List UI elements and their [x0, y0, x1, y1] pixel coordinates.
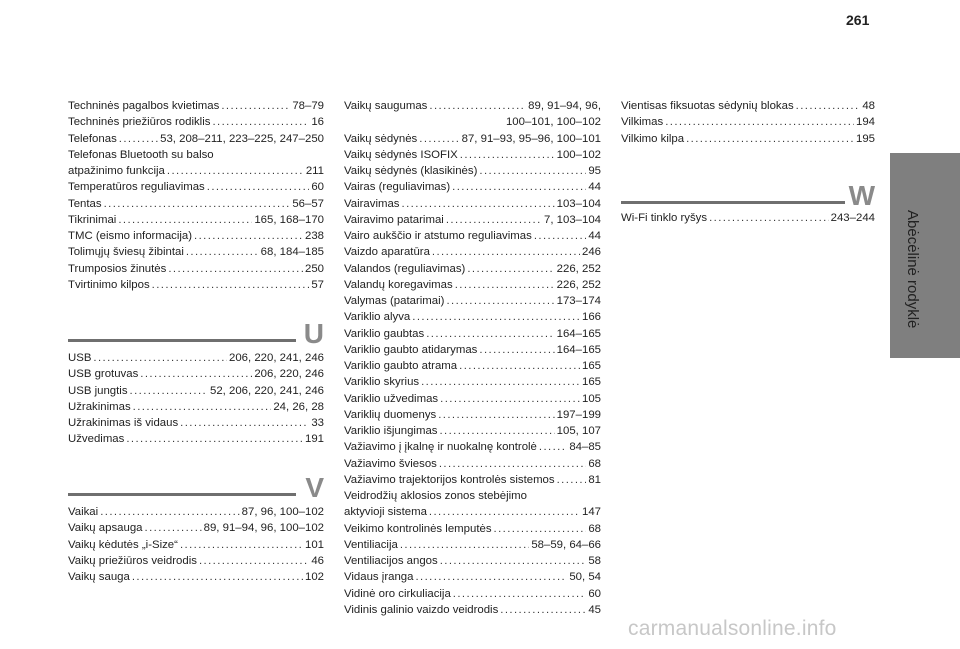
index-entry: [68, 277, 324, 293]
page-number: 261: [846, 12, 870, 28]
index-entry: [344, 439, 601, 455]
dot-leader: [421, 374, 580, 390]
index-entry: [344, 586, 601, 602]
letter-u: U: [303, 318, 324, 349]
dot-leader: [132, 569, 303, 585]
index-entry-pages: 84–85: [569, 441, 601, 454]
index-entry-pages: 78–79: [292, 100, 324, 112]
index-entry-term: Variklio gaubto atidarymas: [344, 343, 478, 356]
index-entry: [68, 383, 324, 399]
index-entry-term: Valymas (patarimai): [344, 295, 445, 307]
index-entry-pages: 226, 252: [556, 278, 601, 291]
index-entry: [68, 366, 324, 382]
dot-leader: [440, 391, 580, 407]
index-entry-term: Ventiliacija: [344, 538, 398, 551]
index-entry-term: Variklių duomenys: [344, 408, 437, 421]
index-entry-pages: 68, 184–185: [260, 246, 324, 259]
index-entry-term: Vaizdo aparatūra: [344, 246, 430, 259]
index-entry-pages: 95: [588, 165, 601, 177]
index-entry-pages: 100–102: [556, 148, 601, 161]
dot-leader: [479, 342, 554, 358]
dot-leader: [439, 423, 554, 439]
side-tab-title: Abėcėlinė rodyklė: [904, 210, 921, 329]
dot-leader: [93, 350, 227, 366]
index-entry-term: Tvirtinimo kilpos: [68, 278, 150, 291]
dot-leader: [126, 431, 303, 447]
index-entry-term: Vaikų priežiūros veidrodis: [68, 554, 197, 567]
dot-leader: [440, 553, 587, 569]
index-entry-pages: 238: [304, 230, 324, 242]
index-entry: [344, 163, 601, 179]
index-entry-term: Techninės priežiūros rodiklis: [68, 116, 211, 129]
index-entry-term: Variklio alyva: [344, 311, 411, 324]
index-entry: [344, 179, 601, 195]
index-entry-term: Variklio skyrius: [344, 376, 420, 389]
index-entry: [68, 537, 324, 553]
index-entry-pages: 60: [311, 181, 324, 194]
index-entry: [344, 537, 601, 553]
index-entry-pages: 246: [581, 246, 601, 259]
index-entry: [344, 147, 601, 163]
dot-leader: [133, 399, 272, 415]
dot-leader: [453, 586, 587, 602]
index-entry-pages: 211: [305, 165, 324, 177]
dot-leader: [130, 383, 208, 399]
dot-leader: [709, 210, 829, 226]
index-entry: [68, 163, 324, 179]
index-column-1-u: [68, 350, 324, 448]
index-entry-pages: 52, 206, 220, 241, 246: [209, 384, 324, 397]
index-entry-term: Vaikų apsauga: [68, 522, 143, 535]
dot-leader: [145, 520, 202, 536]
index-entry: [344, 228, 601, 244]
index-entry-term: Tikrinimai: [68, 213, 117, 226]
index-entry-term: Tolimųjų šviesų žibintai: [68, 246, 184, 259]
letter-rule: [621, 201, 845, 204]
index-entry-term: Vaikų sėdynės ISOFIX: [344, 148, 458, 161]
index-entry: [68, 431, 324, 447]
index-entry-pages: 165: [581, 360, 601, 372]
dot-leader: [494, 521, 587, 537]
dot-leader: [152, 277, 310, 293]
index-column-1-top: [68, 98, 324, 293]
index-entry-term: USB: [68, 352, 92, 364]
index-entry: [621, 210, 875, 226]
index-entry-term: Vairavimo patarimai: [344, 213, 444, 226]
dot-leader: [118, 212, 252, 228]
index-entry-pages: 44: [588, 181, 601, 194]
dot-leader: [455, 277, 555, 293]
dot-leader: [415, 569, 567, 585]
index-entry-pages: 87, 96, 100–102: [241, 506, 324, 518]
index-entry-pages: 50, 54: [569, 571, 601, 584]
index-entry-term: Važiavimo šviesos: [344, 457, 437, 470]
dot-leader: [412, 309, 580, 325]
index-entry-term: Užvedimas: [68, 433, 125, 446]
index-entry-pages: 56–57: [292, 197, 324, 210]
index-entry-pages: 165, 168–170: [254, 213, 324, 226]
dot-leader: [438, 407, 554, 423]
index-entry-pages: 7, 103–104: [543, 213, 601, 226]
dot-leader: [400, 537, 529, 553]
index-entry-term: Užrakinimas iš vidaus: [68, 417, 179, 429]
index-entry-term: TMC (eismo informacija): [68, 230, 193, 242]
index-entry: [344, 293, 601, 309]
index-entry-term: Variklio gaubto atrama: [344, 360, 458, 372]
index-entry-pages: 16: [311, 116, 324, 129]
dot-leader: [167, 163, 304, 179]
index-entry-pages: 243–244: [830, 212, 875, 224]
dot-leader: [665, 114, 854, 130]
index-entry-pages: 68: [588, 457, 601, 470]
index-entry-pages: 105, 107: [556, 425, 601, 437]
index-entry-term: Variklio gaubtas: [344, 327, 425, 340]
dot-leader: [168, 261, 303, 277]
index-entry: [68, 179, 324, 195]
index-entry: [68, 350, 324, 366]
letter-rule: [68, 339, 296, 342]
index-entry-term: Telefonas: [68, 132, 117, 145]
index-entry-pages: 24, 26, 28: [273, 400, 324, 413]
index-entry-pages: 57: [311, 278, 324, 291]
index-entry: [68, 98, 324, 114]
index-entry: [68, 504, 324, 520]
index-entry: [344, 277, 601, 293]
index-entry-term: Vaikų sauga: [68, 571, 130, 583]
index-entry-pages: 147: [581, 506, 601, 519]
letter-heading-v: [68, 470, 324, 502]
dot-leader: [119, 131, 158, 147]
index-entry: [344, 423, 601, 439]
index-entry-term: Vaikų sėdynės: [344, 132, 418, 145]
dot-leader: [439, 456, 586, 472]
index-entry-pages: 58–59, 64–66: [531, 538, 601, 551]
dot-leader: [686, 131, 854, 147]
index-entry-pages: 58: [588, 555, 601, 567]
index-entry: [68, 131, 324, 147]
dot-leader: [534, 228, 587, 244]
index-entry-term: Trumposios žinutės: [68, 262, 167, 275]
index-entry: [344, 504, 601, 520]
index-entry-pages: 87, 91–93, 95–96, 100–101: [461, 132, 601, 145]
index-entry-term: Vidinė oro cirkuliacija: [344, 587, 451, 600]
index-entry-pages: 164–165: [556, 343, 601, 356]
index-entry-pages: 195: [855, 132, 875, 145]
index-entry-pages: 102: [304, 571, 324, 583]
index-entry-pages: 191: [304, 433, 324, 446]
dot-leader: [212, 114, 309, 130]
index-entry-term: Variklio užvedimas: [344, 392, 439, 405]
index-entry-term: aktyvioji sistema: [344, 506, 427, 519]
dot-leader: [429, 98, 526, 114]
index-entry-pages: 53, 208–211, 223–225, 247–250: [160, 132, 324, 145]
index-entry-term: Vaikai: [68, 506, 99, 518]
index-entry-pages: 105: [581, 392, 601, 405]
dot-leader: [479, 163, 586, 179]
index-entry: [344, 309, 601, 325]
index-entry: [344, 98, 601, 114]
index-entry: [621, 131, 875, 147]
index-entry-term: Tentas: [68, 197, 102, 210]
index-entry-term: Ventiliacijos angos: [344, 555, 438, 567]
index-entry-label: Telefonas Bluetooth su balso: [68, 148, 214, 161]
dot-leader: [100, 504, 239, 520]
index-entry-term: Temperatūros reguliavimas: [68, 181, 205, 194]
index-entry: [68, 520, 324, 536]
index-entry-pages: 250: [304, 262, 324, 275]
index-entry-pages: 68: [588, 522, 601, 535]
index-entry-term: Vilkimas: [621, 116, 664, 129]
dot-leader: [180, 415, 309, 431]
index-entry-term: Vairavimas: [344, 197, 400, 210]
dot-leader: [207, 179, 310, 195]
index-entry-term: Vidaus įranga: [344, 571, 414, 584]
dot-leader: [104, 196, 291, 212]
letter-w: W: [848, 180, 875, 211]
index-entry-term: Techninės pagalbos kvietimas: [68, 100, 220, 112]
index-entry: [68, 196, 324, 212]
index-entry-term: Veikimo kontrolinės lemputės: [344, 522, 492, 535]
index-column-3-w: [621, 210, 875, 226]
index-entry: [344, 407, 601, 423]
dot-leader: [446, 293, 554, 309]
dot-leader: [180, 537, 303, 553]
index-entry-term: Valandų koregavimas: [344, 278, 453, 291]
index-entry: [344, 391, 601, 407]
index-entry: [344, 602, 601, 618]
dot-leader: [446, 212, 542, 228]
index-entry: [344, 456, 601, 472]
index-entry: [68, 553, 324, 569]
index-entry-pages: 173–174: [556, 295, 601, 307]
index-entry-pages: 101: [304, 538, 324, 551]
index-column-3-top: [621, 98, 875, 147]
index-entry-pages: 206, 220, 246: [254, 368, 324, 381]
watermark: carmanualsonline.info: [628, 617, 837, 640]
index-entry: [68, 415, 324, 431]
index-entry-pages: 206, 220, 241, 246: [228, 352, 324, 364]
dot-leader: [459, 358, 580, 374]
index-entry-pages: 103–104: [556, 197, 601, 210]
index-entry-term: atpažinimo funkcija: [68, 165, 165, 177]
index-entry: [68, 114, 324, 130]
index-entry-pages: 60: [588, 587, 601, 600]
index-entry-pages: 165: [581, 376, 601, 389]
dot-leader: [140, 366, 252, 382]
index-entry-pages: 164–165: [556, 327, 601, 340]
index-entry-pages: 33: [311, 417, 324, 429]
index-entry-term: Vientisas fiksuotas sėdynių blokas: [621, 100, 794, 112]
index-entry-pages: 89, 91–94, 96,: [528, 100, 601, 112]
letter-rule: [68, 493, 296, 496]
index-entry-pages: 89, 91–94, 96, 100–102: [203, 522, 324, 535]
index-entry: [344, 553, 601, 569]
dot-leader: [452, 179, 586, 195]
dot-leader: [557, 472, 587, 488]
index-entry: [68, 244, 324, 260]
index-entry-pages: 81: [588, 473, 601, 486]
dot-leader: [199, 553, 309, 569]
index-entry: [344, 244, 601, 260]
dot-leader: [426, 326, 554, 342]
index-entry-pages: 46: [311, 554, 324, 567]
letter-heading-w: [621, 178, 875, 210]
index-entry-term: Vaikų kėdutės „i-Size“: [68, 538, 178, 551]
index-entry-label: Veidrodžių aklosios zonos stebėjimo: [344, 490, 527, 502]
index-entry: [344, 196, 601, 212]
index-entry-pages: 48: [862, 100, 875, 112]
index-entry-term: Wi-Fi tinklo ryšys: [621, 212, 708, 224]
dot-leader: [500, 602, 586, 618]
index-entry: [344, 131, 601, 147]
dot-leader: [402, 196, 555, 212]
index-entry-term: Važiavimo trajektorijos kontrolės sistemos: [344, 473, 555, 486]
index-entry-term: Važiavimo į įkalnę ir nuokalnę kontrolė: [344, 441, 537, 454]
dot-leader: [460, 147, 555, 163]
index-entry: [621, 98, 875, 114]
dot-leader: [429, 504, 580, 520]
index-entry-term: Vaikų saugumas: [344, 100, 428, 112]
dot-leader: [186, 244, 259, 260]
index-entry-term: Vairas (reguliavimas): [344, 181, 451, 194]
dot-leader: [419, 131, 459, 147]
index-entry: [344, 472, 601, 488]
index-entry-term: USB grotuvas: [68, 368, 139, 381]
index-entry-term: Vairo aukščio ir atstumo reguliavimas: [344, 230, 532, 242]
index-entry: [68, 399, 324, 415]
index-entry-term: Vilkimo kilpa: [621, 132, 685, 145]
index-entry-term: USB jungtis: [68, 384, 128, 397]
index-entry: [68, 228, 324, 244]
index-entry-term: Užrakinimas: [68, 400, 131, 413]
index-entry: [621, 114, 875, 130]
index-entry: [344, 358, 601, 374]
index-entry-term: Vidinis galinio vaizdo veidrodis: [344, 603, 499, 616]
side-tab-title-wrap: [893, 210, 923, 370]
index-entry-pages: 194: [855, 116, 875, 129]
dot-leader: [796, 98, 861, 114]
dot-leader: [194, 228, 303, 244]
index-entry-pages: 45: [588, 603, 601, 616]
index-entry: [344, 374, 601, 390]
index-entry: [344, 569, 601, 585]
dot-leader: [539, 439, 567, 455]
index-column-1-v: [68, 504, 324, 585]
index-entry-pages-continued: 100–101, 100–102: [505, 116, 601, 129]
letter-v: V: [305, 472, 324, 503]
index-column-2: [344, 98, 601, 618]
index-entry-pages: 197–199: [556, 408, 601, 421]
index-entry: [344, 326, 601, 342]
index-entry-term: Vaikų sėdynės (klasikinės): [344, 165, 478, 177]
index-entry: [344, 342, 601, 358]
index-entry-term: Variklio išjungimas: [344, 425, 438, 437]
dot-leader: [221, 98, 290, 114]
index-entry: [68, 261, 324, 277]
dot-leader: [432, 244, 580, 260]
index-entry-pages: 226, 252: [556, 262, 601, 275]
index-entry-term: Valandos (reguliavimas): [344, 262, 466, 275]
index-entry: [68, 212, 324, 228]
index-entry: [68, 569, 324, 585]
dot-leader: [467, 261, 554, 277]
index-entry-pages: 44: [588, 230, 601, 242]
index-entry: [344, 261, 601, 277]
letter-heading-u: [68, 316, 324, 348]
index-entry: [344, 212, 601, 228]
index-entry: [344, 521, 601, 537]
index-entry-pages: 166: [581, 311, 601, 324]
